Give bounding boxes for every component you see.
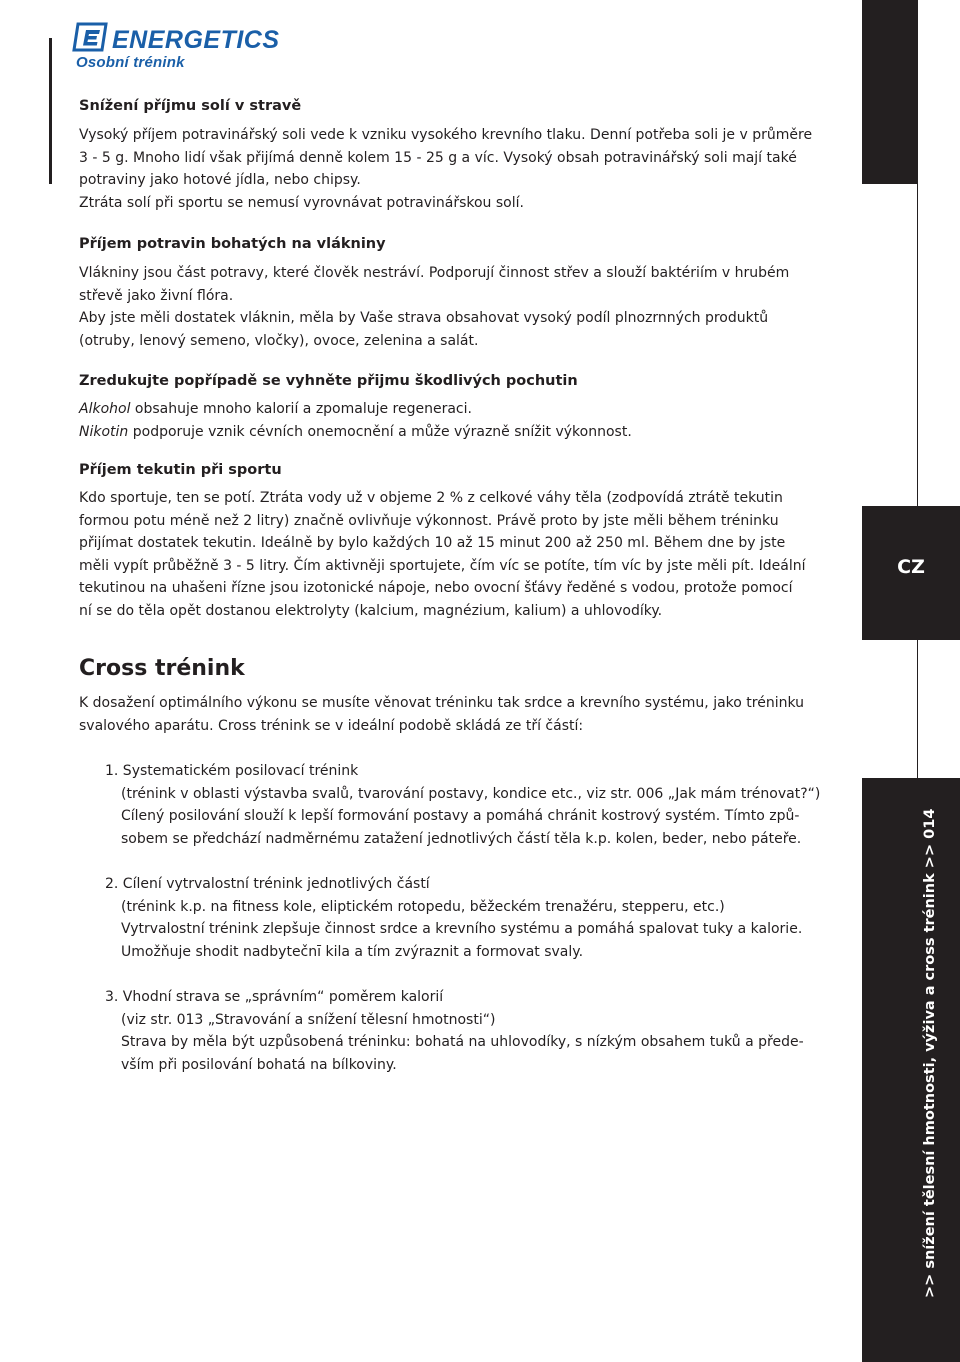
fluids-line: tekutinou na uhašeni řízne jsou izotonické nápoje, nebo ovocní šťávy ředěné s vodou, protože pomocí — [79, 580, 793, 597]
salt-line: Ztráta solí při sportu se nemusí vyrovnávat potravinářskou solí. — [79, 194, 524, 211]
fluids-line: přijímat dostatek tekutin. Ideálně by bylo každých 10 až 15 minut 200 až 250 ml. Během dne by jste — [79, 535, 786, 552]
logo-wordmark: ENERGETICS — [112, 26, 280, 54]
language-label: CZ — [897, 556, 925, 578]
salt-heading: Snížení příjmu solí v stravě — [79, 98, 302, 114]
header-subtitle: Osobní trénink — [76, 54, 185, 71]
cross-intro-line: K dosažení optimálního výkonu se musíte věnovat tréninku tak srdce a krevního systému, jako tréninku — [79, 695, 805, 711]
fluids-line: formou potu méně než 2 litry) značně ovlivňuje výkonnost. Právě proto by jste měli během tréninku — [79, 512, 779, 529]
list-item-head: 2. Cílení vytrvalostní trénink jednotlivých částí — [105, 876, 430, 892]
fluids-line: měli vypít průběžně 3 - 5 litry. Čím aktivněji sportujete, čím víc se potíte, tím víc by jste měli pít. Ideální — [79, 557, 806, 574]
harmful-heading: Zredukujte popřípadě se vyhněte přijmu škodlivých pochutin — [79, 373, 578, 389]
list-item-line: (trénink v oblasti výstavba svalů, tvarování postavy, kondice etc., viz str. 006 „Jak mám trénovat?“) — [121, 785, 821, 802]
nicotine-text: podporuje vznik cévních onemocnění a může výrazně snížit výkonnost. — [128, 423, 632, 440]
list-item-head: 3. Vhodní strava se „správním“ poměrem kalorií — [105, 989, 444, 1005]
left-margin-bar — [49, 38, 52, 184]
harmful-text — [79, 398, 827, 443]
list-item-line: Strava by měla být uzpůsobená tréninku: bohatá na uhlovodíky, s nízkým obsahem tuků a přede- — [121, 1034, 804, 1051]
list-item-line: Vytrvalostní trénink zlepšuje činnost srdce a krevního systému a pomáhá spalovat tuky a kalorie. — [121, 921, 803, 938]
fluids-heading: Příjem tekutin při sportu — [79, 462, 282, 478]
top-tab-block — [862, 0, 918, 184]
cross-item-1 — [105, 760, 825, 850]
fluids-text — [79, 487, 827, 623]
fiber-line: (otruby, lenový semeno, vločky), ovoce, zelenina a salát. — [79, 332, 479, 349]
list-item-line: vším při posilování bohatá na bílkoviny. — [121, 1056, 397, 1073]
list-item-line: (viz str. 013 „Stravování a snížení tělesní hmotnosti“) — [121, 1011, 496, 1028]
chapter-tab — [862, 778, 960, 1362]
cross-item-2 — [105, 873, 825, 963]
cross-title: Cross trénink — [79, 656, 245, 681]
logo-mark-icon — [74, 24, 106, 50]
fiber-line: Vlákniny jsou část potravy, které člověk nestráví. Podporují činnost střev a slouží baktériím v hrubém — [79, 265, 790, 281]
cross-intro — [79, 692, 827, 737]
list-item-line: sobem se předchází nadměrnému zatažení jednotlivých částí těla k.p. kolen, beder, nebo páteře. — [121, 830, 802, 847]
fiber-heading: Příjem potravin bohatých na vlákniny — [79, 236, 386, 252]
salt-text — [79, 124, 827, 214]
chapter-vertical-title: >> snížení tělesní hmotnosti, výživa a cross trénink >> 014 — [922, 808, 938, 1298]
salt-line: 3 - 5 g. Mnoho lidí však přijímá denně kolem 15 - 25 g a víc. Vysoký obsah potravinářský soli mají také — [79, 149, 797, 166]
nicotine-term: Nikotin — [79, 423, 129, 440]
fluids-line: Kdo sportuje, ten se potí. Ztráta vody už v objeme 2 % z celkové váhy těla (zodpovídá ztrátě tekutin — [79, 490, 783, 506]
fiber-line: střevě jako živní flóra. — [79, 287, 234, 304]
fiber-text — [79, 262, 827, 352]
alcohol-term: Alkohol — [79, 401, 131, 417]
cross-intro-line: svalového aparátu. Cross trénink se v ideální podobě skládá ze tří částí: — [79, 717, 584, 734]
cross-item-3 — [105, 986, 825, 1076]
fluids-line: ní se do těla opět dostanou elektrolyty (kalcium, magnézium, kalium) a uhlovodíky. — [79, 602, 663, 619]
list-item-line: Umožňuje shodit nadbytečnī kila a tím zvýraznit a formovat svaly. — [121, 943, 584, 960]
list-item-line: Cílený posilování slouží k lepší formování postavy a pomáhá chránit kostrový systém. Tímto způ- — [121, 808, 800, 825]
salt-line: potraviny jako hotové jídla, nebo chipsy. — [79, 172, 361, 189]
salt-line: Vysoký příjem potravinářský soli vede k vzniku vysokého krevního tlaku. Denní potřeba soli je v průměre — [79, 127, 813, 143]
alcohol-text: obsahuje mnoho kalorií a zpomaluje regeneraci. — [130, 401, 472, 417]
fiber-line: Aby jste měli dostatek vláknin, měla by Vaše strava obsahovat vysoký podíl plnozrnných produktů — [79, 310, 769, 327]
list-item-head: 1. Systematickém posilovací trénink — [105, 763, 359, 779]
list-item-line: (trénink k.p. na fitness kole, eliptickém rotopedu, běžeckém trenažéru, stepperu, etc.) — [121, 898, 725, 915]
